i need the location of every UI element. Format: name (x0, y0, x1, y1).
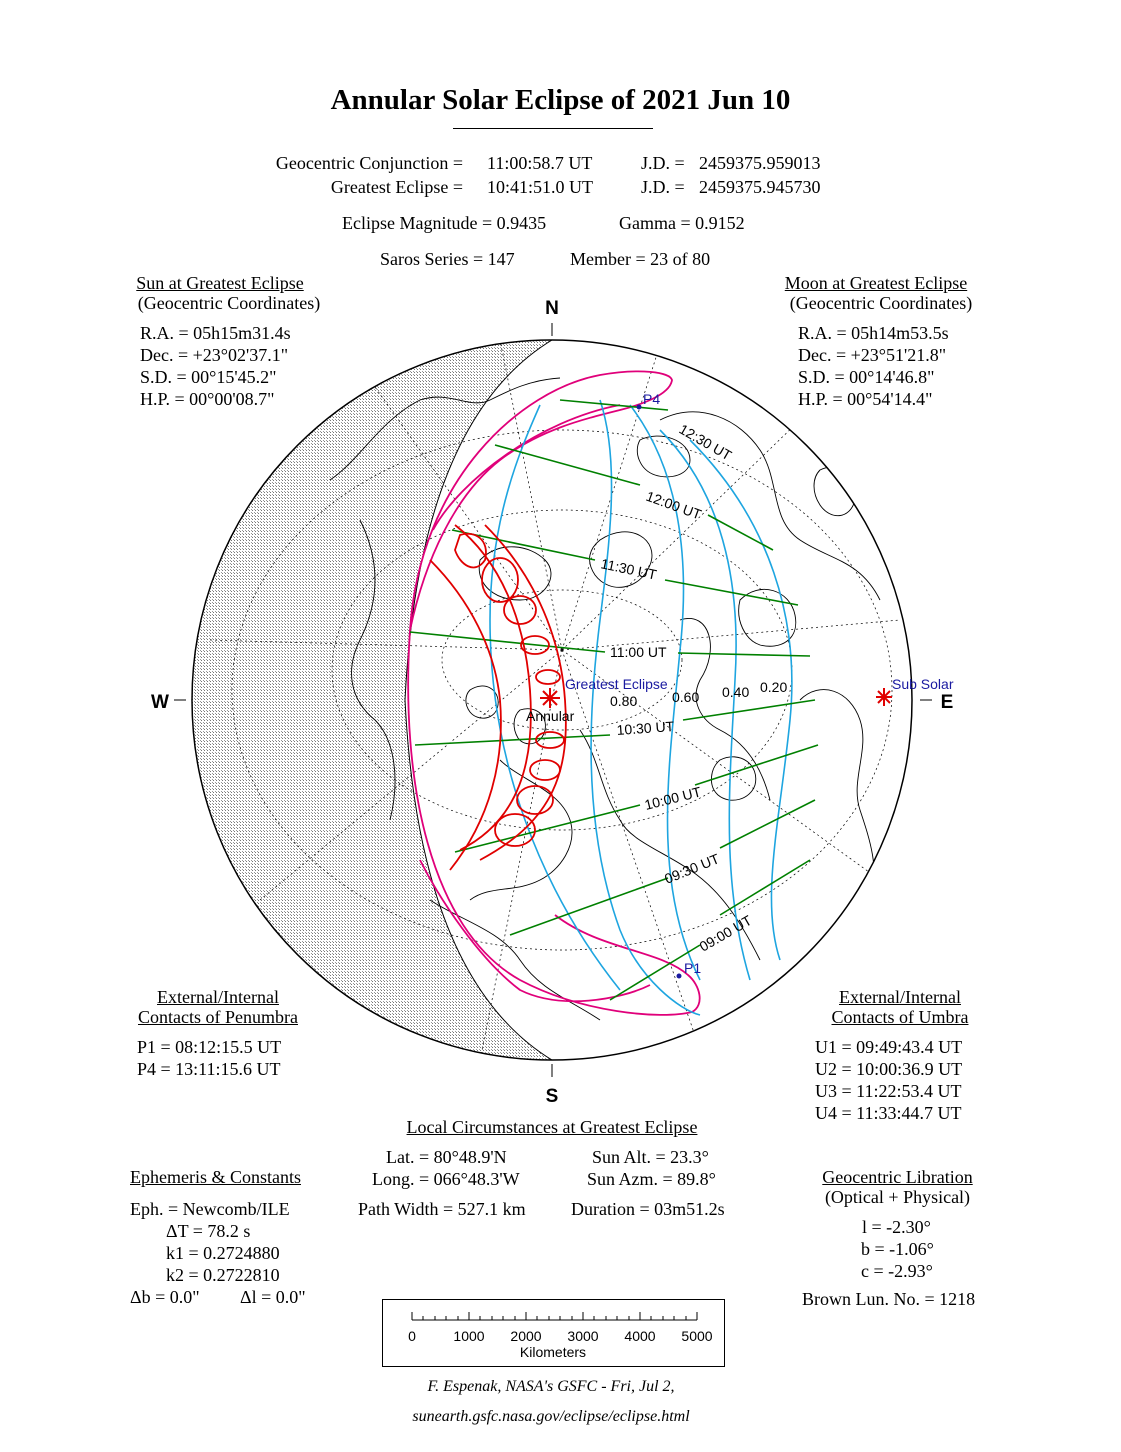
greatest-eclipse-time: 10:41:51.0 UT (487, 177, 593, 197)
time-label-1130: 11:30 UT (599, 555, 659, 583)
compass-east: E (940, 692, 954, 713)
time-label-1000: 10:00 UT (642, 783, 703, 813)
p4-label: P4 (643, 391, 661, 407)
greatest-eclipse-label: Greatest Eclipse = (330, 177, 463, 197)
moon-sd: S.D. = 00°14'46.8" (798, 367, 935, 387)
scale-ruler (383, 1300, 724, 1366)
local-duration: Duration = 03m51.2s (571, 1199, 725, 1219)
magnitude-label-020: 0.20 (760, 679, 788, 695)
time-label-0900: 09:00 UT (696, 911, 755, 955)
ephemeris-k2: k2 = 0.2722810 (166, 1265, 280, 1285)
moon-heading: Moon at Greatest Eclipse (784, 273, 968, 293)
libration-c: c = -2.93° (861, 1261, 933, 1281)
conjunction-jd: 2459375.959013 (699, 153, 821, 173)
magnitude-label-080: 0.80 (610, 693, 638, 709)
saros-series: Saros Series = 147 (380, 249, 515, 269)
time-label-1200: 12:00 UT (643, 487, 704, 523)
libration-subheading: (Optical + Physical) (824, 1187, 971, 1207)
sun-ra: R.A. = 05h15m31.4s (140, 323, 291, 343)
saros-member: Member = 23 of 80 (570, 249, 711, 269)
local-sun-azm: Sun Azm. = 89.8° (587, 1169, 716, 1189)
scale-tick-3000: 3000 (567, 1328, 599, 1344)
sun-subheading: (Geocentric Coordinates) (137, 293, 321, 313)
moon-subheading: (Geocentric Coordinates) (789, 293, 973, 313)
sub-solar-marker (876, 688, 892, 706)
penumbra-heading-1: External/Internal (157, 987, 279, 1007)
brown-lunation: Brown Lun. No. = 1218 (802, 1289, 976, 1309)
penumbra-heading-2: Contacts of Penumbra (138, 1007, 298, 1027)
scale-unit: Kilometers (519, 1344, 587, 1360)
magnitude-label-040: 0.40 (722, 684, 750, 700)
annular-label: Annular (526, 708, 575, 724)
time-label-1230: 12:30 UT (676, 420, 735, 464)
scale-tick-5000: 5000 (681, 1328, 713, 1344)
sun-hp: H.P. = 00°00'08.7" (140, 389, 275, 409)
ephemeris-delta-l: Δl = 0.0" (240, 1287, 306, 1307)
local-sun-alt: Sun Alt. = 23.3° (592, 1147, 709, 1167)
greatest-eclipse-label: Greatest Eclipse (565, 676, 668, 692)
p4-marker (637, 405, 642, 410)
greatest-eclipse-jd-label: J.D. = (641, 177, 685, 197)
ephemeris-delta-b: Δb = 0.0" (130, 1287, 200, 1307)
ephemeris-heading: Ephemeris & Constants (130, 1167, 301, 1187)
page-title: Annular Solar Eclipse of 2021 Jun 10 (330, 84, 791, 116)
time-label-0930: 09:30 UT (662, 850, 722, 887)
libration-l: l = -2.30° (862, 1217, 931, 1237)
compass-north: N (545, 298, 559, 319)
scale-tick-1000: 1000 (453, 1328, 485, 1344)
magnitude-label-060: 0.60 (672, 689, 700, 705)
umbra-heading-2: Contacts of Umbra (831, 1007, 969, 1027)
umbra-u1: U1 = 09:49:43.4 UT (815, 1037, 963, 1057)
time-label-1030: 10:30 UT (616, 718, 675, 738)
umbra-u3: U3 = 11:22:53.4 UT (815, 1081, 962, 1101)
libration-heading: Geocentric Libration (822, 1167, 973, 1187)
scale-tick-0: 0 (408, 1328, 416, 1344)
ephemeris-delta-t: ΔT = 78.2 s (166, 1221, 251, 1241)
sun-dec: Dec. = +23°02'37.1" (140, 345, 289, 365)
conjunction-jd-label: J.D. = (641, 153, 685, 173)
scale-bar (382, 1299, 725, 1367)
p1-label: P1 (684, 960, 702, 976)
gamma: Gamma = 0.9152 (619, 213, 745, 233)
moon-ra: R.A. = 05h14m53.5s (798, 323, 949, 343)
scale-tick-4000: 4000 (624, 1328, 656, 1344)
p1-marker (677, 974, 682, 979)
ephemeris-eph: Eph. = Newcomb/ILE (130, 1199, 290, 1219)
greatest-eclipse-marker (540, 688, 560, 708)
umbra-u4: U4 = 11:33:44.7 UT (815, 1103, 962, 1123)
penumbra-p4: P4 = 13:11:15.6 UT (137, 1059, 281, 1079)
greatest-eclipse-jd: 2459375.945730 (699, 177, 821, 197)
umbra-u2: U2 = 10:00:36.9 UT (815, 1059, 963, 1079)
credit-author: F. Espenak, NASA's GSFC - Fri, Jul 2, (427, 1378, 675, 1395)
local-path-width: Path Width = 527.1 km (358, 1199, 526, 1219)
sun-sd: S.D. = 00°15'45.2" (140, 367, 277, 387)
time-label-1100: 11:00 UT (610, 644, 667, 660)
local-long: Long. = 066°48.3'W (372, 1169, 520, 1189)
local-lat: Lat. = 80°48.9'N (386, 1147, 507, 1167)
compass-west: W (151, 692, 169, 713)
ephemeris-k1: k1 = 0.2724880 (166, 1243, 280, 1263)
conjunction-label: Geocentric Conjunction = (275, 153, 463, 173)
compass-south: S (545, 1086, 559, 1107)
eclipse-magnitude: Eclipse Magnitude = 0.9435 (342, 213, 547, 233)
conjunction-time: 11:00:58.7 UT (487, 153, 593, 173)
libration-b: b = -1.06° (861, 1239, 934, 1259)
credit-url: sunearth.gsfc.nasa.gov/eclipse/eclipse.html (412, 1408, 690, 1425)
scale-tick-2000: 2000 (510, 1328, 542, 1344)
moon-dec: Dec. = +23°51'21.8" (798, 345, 947, 365)
local-heading: Local Circumstances at Greatest Eclipse (406, 1117, 698, 1137)
sub-solar-label: Sub Solar (892, 676, 954, 692)
umbra-heading-1: External/Internal (839, 987, 961, 1007)
sun-heading: Sun at Greatest Eclipse (136, 273, 304, 293)
penumbra-p1: P1 = 08:12:15.5 UT (137, 1037, 282, 1057)
moon-hp: H.P. = 00°54'14.4" (798, 389, 933, 409)
